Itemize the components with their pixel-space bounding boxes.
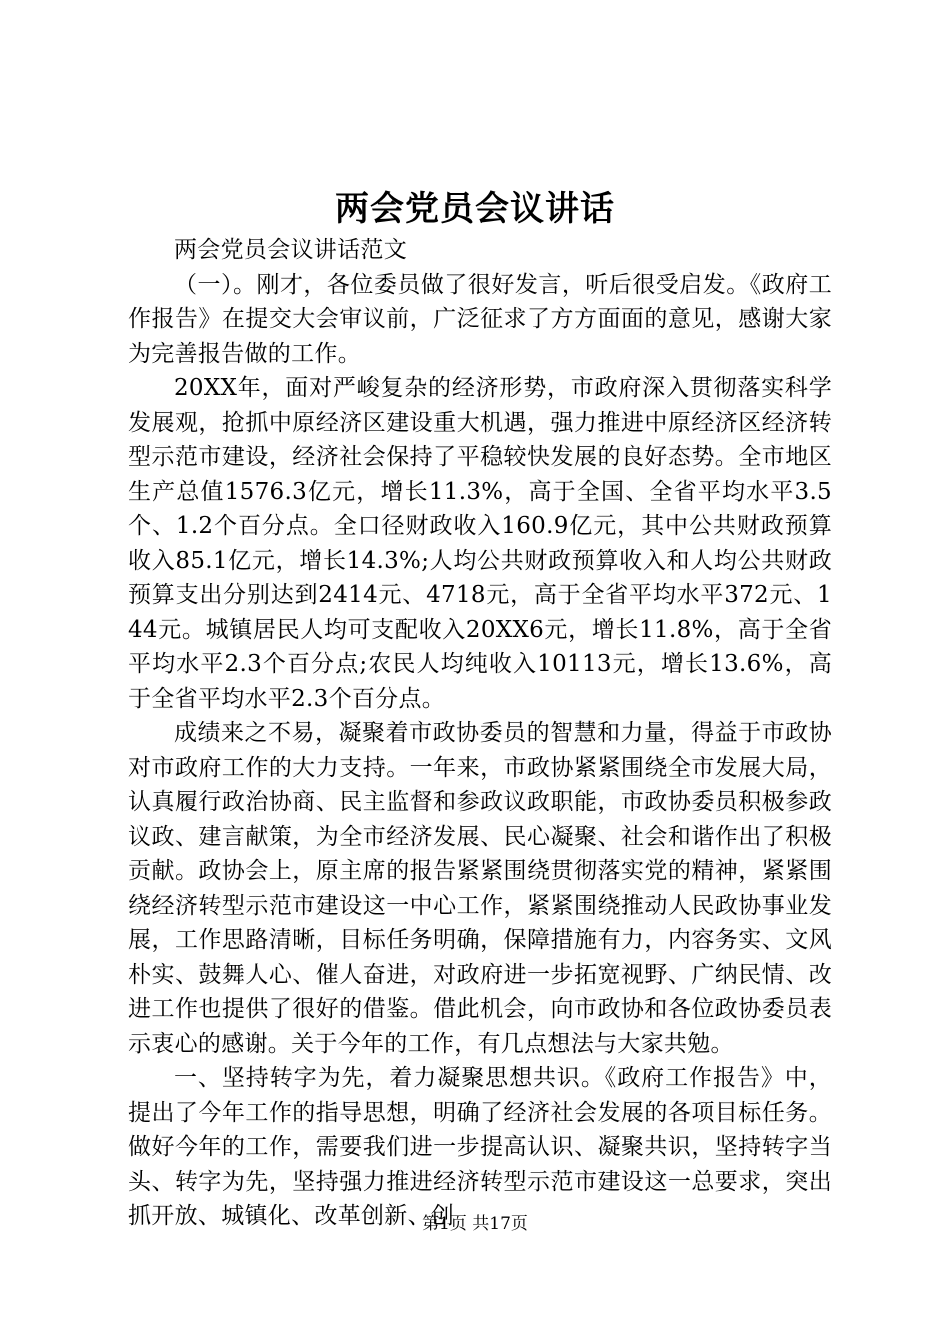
paragraph: （一）。刚才，各位委员做了很好发言，听后很受启发。《政府工作报告》在提交大会审议前，广泛征求了方方面面的意见，感谢大家为完善报告做的工作。: [128, 271, 832, 367]
paragraph-subtitle: 两会党员会议讲话范文: [174, 237, 407, 263]
paragraph: 成绩来之不易，凝聚着市政协委员的智慧和力量，得益于市政协对市政府工作的大力支持。一年来，市政协紧紧围绕全市发展大局，认真履行政治协商、民主监督和参政议政职能，市政协委员积极参政议政、建言献策，为全市经济发展、民心凝聚、社会和谐作出了积极贡献。政协会上，原主席的报告紧紧围绕贯彻落实党的精神，紧紧围绕经济转型示范市建设这一中心工作，紧紧围绕推动人民政协事业发展，工作思路清晰，目标任务明确，保障措施有力，内容务实、文风朴实、鼓舞人心、催人奋进，对政府进一步拓宽视野、广纳民情、改进工作也提供了很好的借鉴。借此机会，向市政协和各位政协委员表示衷心的感谢。关于今年的工作，有几点想法与大家共勉。: [128, 720, 832, 1057]
page-footer: 第1页 共17页: [422, 1214, 528, 1234]
paragraph: 20XX年，面对严峻复杂的经济形势，市政府深入贯彻落实科学发展观，抢抓中原经济区建设重大机遇，强力推进中原经济区经济转型示范市建设，经济社会保持了平稳较快发展的良好态势。全市地区生产总值1576.3亿元，增长11.3%，高于全国、全省平均水平3.5个、1.2个百分点。全口径财政收入160.9亿元，其中公共财政预算收入85.1亿元，增长14.3%;人均公共财政预算收入和人均公共财政预算支出分别达到2414元、4718元，高于全省平均水平372元、144元。城镇居民人均可支配收入20XX6元，增长11.8%，高于全省平均水平2.3个百分点;农民人均纯收入10113元，增长13.6%，高于全省平均水平2.3个百分点。: [128, 375, 832, 712]
document-title: 两会党员会议讲话: [335, 189, 615, 229]
paragraph: 一、坚持转字为先，着力凝聚思想共识。《政府工作报告》中，提出了今年工作的指导思想，明确了经济社会发展的各项目标任务。做好今年的工作，需要我们进一步提高认识、凝聚共识，坚持转字当头、转字为先，坚持强力推进经济转型示范市建设这一总要求，突出抓开放、城镇化、改革创新、创: [128, 1065, 832, 1229]
document-body: [128, 233, 832, 1234]
